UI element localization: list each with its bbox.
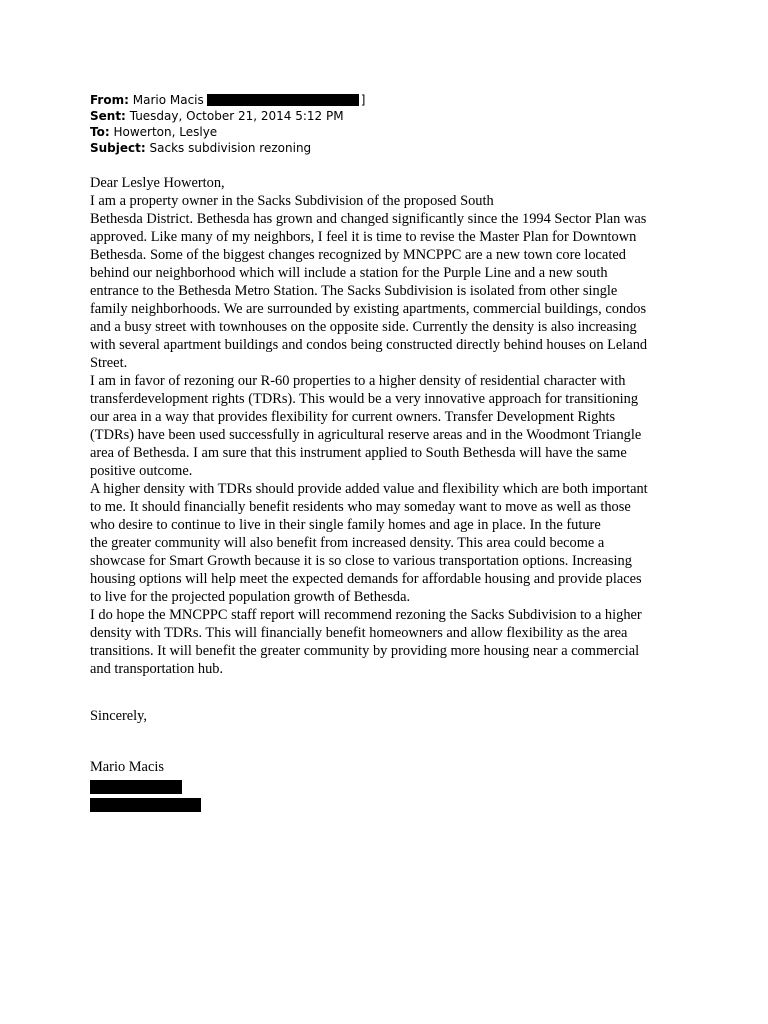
body-line: area of Bethesda. I am sure that this instrument applied to South Bethesda will have the same bbox=[90, 445, 627, 461]
from-name: Mario Macis bbox=[132, 93, 204, 107]
signature-name: Mario Macis bbox=[90, 759, 164, 775]
to-line bbox=[90, 124, 730, 140]
body-line: (TDRs) have been used successfully in agricultural reserve areas and in the Woodmont Triangle bbox=[90, 427, 642, 443]
body-line: approved. Like many of my neighbors, I feel it is time to revise the Master Plan for Downtown bbox=[90, 229, 637, 245]
body-line: entrance to the Bethesda Metro Station. The Sacks Subdivision is isolated from other single bbox=[90, 283, 618, 299]
body-line: the greater community will also benefit from increased density. This area could become a bbox=[90, 535, 605, 551]
sent-label: Sent: bbox=[90, 109, 126, 123]
body-line: I am in favor of rezoning our R-60 properties to a higher density of residential character with bbox=[90, 373, 626, 389]
body-line: behind our neighborhood which will include a station for the Purple Line and a new south bbox=[90, 265, 608, 281]
body-line: our area in a way that provides flexibility for current owners. Transfer Development Rights bbox=[90, 409, 616, 425]
body-line: Street. bbox=[90, 355, 128, 371]
body-line: Bethesda. Some of the biggest changes recognized by MNCPPC are a new town core located bbox=[90, 247, 626, 263]
sent-line bbox=[90, 108, 730, 124]
subject-label: Subject: bbox=[90, 141, 146, 155]
redacted-email-block bbox=[207, 94, 359, 106]
to-value: Howerton, Leslye bbox=[113, 125, 218, 139]
body-line: showcase for Smart Growth because it is so close to various transportation options. Increasing bbox=[90, 553, 632, 569]
body-line: Bethesda District. Bethesda has grown and changed significantly since the 1994 Sector Plan was bbox=[90, 211, 647, 227]
body-line: Dear Leslye Howerton, bbox=[90, 175, 225, 191]
body-line: and a busy street with townhouses on the opposite side. Currently the density is also increasing bbox=[90, 319, 637, 335]
from-bracket: ] bbox=[360, 93, 366, 107]
body-line: I am a property owner in the Sacks Subdivision of the proposed South bbox=[90, 193, 494, 209]
sent-value: Tuesday, October 21, 2014 5:12 PM bbox=[129, 109, 344, 123]
subject-value: Sacks subdivision rezoning bbox=[149, 141, 312, 155]
body-line: housing options will help meet the expected demands for affordable housing and provide places bbox=[90, 571, 642, 587]
body-line: and transportation hub. bbox=[90, 661, 224, 677]
closing-text: Sincerely, bbox=[90, 708, 148, 724]
body-line: to live for the projected population growth of Bethesda. bbox=[90, 589, 411, 605]
body-line: transferdevelopment rights (TDRs). This would be a very innovative approach for transitioning bbox=[90, 391, 639, 407]
body-line: transitions. It will benefit the greater community by providing more housing near a commercial bbox=[90, 643, 640, 659]
redacted-signature-block bbox=[90, 780, 182, 794]
subject-line bbox=[90, 140, 730, 156]
to-label: To: bbox=[90, 125, 110, 139]
from-line bbox=[90, 92, 730, 108]
body-line: with several apartment buildings and condos being constructed directly behind houses on Leland bbox=[90, 337, 648, 353]
letter-body bbox=[90, 174, 690, 678]
redacted-signature-block bbox=[90, 798, 201, 812]
body-line: family neighborhoods. We are surrounded by existing apartments, commercial buildings, condos bbox=[90, 301, 647, 317]
body-line: density with TDRs. This will financially benefit homeowners and allow flexibility as the area bbox=[90, 625, 628, 641]
email-header bbox=[90, 92, 730, 156]
body-line: who desire to continue to live in their single family homes and age in place. In the future bbox=[90, 517, 601, 533]
body-line: positive outcome. bbox=[90, 463, 193, 479]
from-label: From: bbox=[90, 93, 129, 107]
body-line: A higher density with TDRs should provide added value and flexibility which are both important bbox=[90, 481, 648, 497]
body-line: I do hope the MNCPPC staff report will recommend rezoning the Sacks Subdivision to a higher bbox=[90, 607, 642, 623]
body-line: to me. It should financially benefit residents who may someday want to move as well as those bbox=[90, 499, 631, 515]
